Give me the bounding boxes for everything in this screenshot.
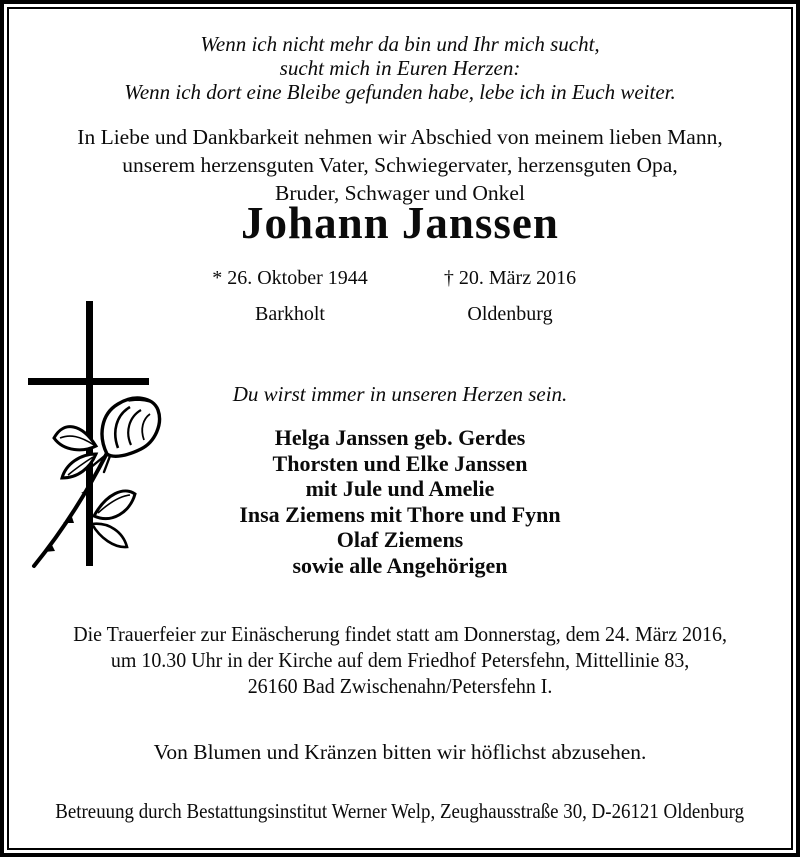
death-place: Oldenburg [467, 303, 553, 325]
birth-date [180, 266, 400, 290]
funeral-line: 26160 Bad Zwischenahn/Petersfehn I. [247, 674, 553, 698]
epigraph-line: Wenn ich nicht mehr da bin und Ihr mich sucht, [200, 32, 600, 56]
birth-symbol: * [212, 267, 223, 289]
death-symbol: † [443, 267, 454, 289]
mourner-line: mit Jule und Amelie [305, 476, 495, 501]
funeral-home-text: Betreuung durch Bestattungsinstitut Werner Welp, Zeughausstraße 30, D-26121 Oldenburg [55, 799, 745, 823]
epigraph-line: sucht mich in Euren Herzen: [279, 56, 521, 80]
death-column [400, 266, 620, 326]
mourner-line: Thorsten und Elke Janssen [272, 450, 528, 476]
funeral-details [0, 621, 800, 699]
mourners-list [0, 425, 800, 578]
intro-line: unserem herzensguten Vater, Schwiegervater, herzensguten Opa, [122, 153, 678, 177]
funeral-line: um 10.30 Uhr in der Kirche auf dem Friedhof Petersfehn, Mittellinie 83, [110, 648, 690, 672]
birth-date-text: 26. Oktober 1944 [227, 267, 368, 289]
mourner-line: Helga Janssen geb. Gerdes [274, 425, 526, 450]
birth-place: Barkholt [255, 303, 325, 325]
intro-line: In Liebe und Dankbarkeit nehmen wir Abschied von meinem lieben Mann, [77, 125, 723, 149]
flowers-note: Von Blumen und Kränzen bitten wir höflichst abzusehen. [153, 740, 647, 764]
mourner-line: sowie alle Angehörigen [292, 552, 508, 578]
mourner-line: Olaf Ziemens [336, 527, 464, 552]
funeral-details-text [73, 621, 727, 699]
mourner-line: Insa Ziemens mit Thore und Fynn [239, 501, 561, 527]
deceased-name: Johann Janssen [241, 198, 559, 248]
funeral-home-note [0, 799, 800, 823]
epigraph-verse [0, 32, 800, 104]
death-date [400, 266, 620, 290]
death-date-text: 20. März 2016 [458, 267, 577, 289]
intro-line: Bruder, Schwager und Onkel [275, 181, 525, 205]
intro-paragraph [0, 123, 800, 207]
birth-column [180, 266, 400, 326]
funeral-line: Die Trauerfeier zur Einäscherung findet statt am Donnerstag, dem 24. März 2016, [73, 622, 727, 646]
epigraph-line: Wenn ich dort eine Bleibe gefunden habe, lebe ich in Euch weiter. [124, 80, 676, 104]
remembrance-line: Du wirst immer in unseren Herzen sein. [232, 382, 568, 406]
